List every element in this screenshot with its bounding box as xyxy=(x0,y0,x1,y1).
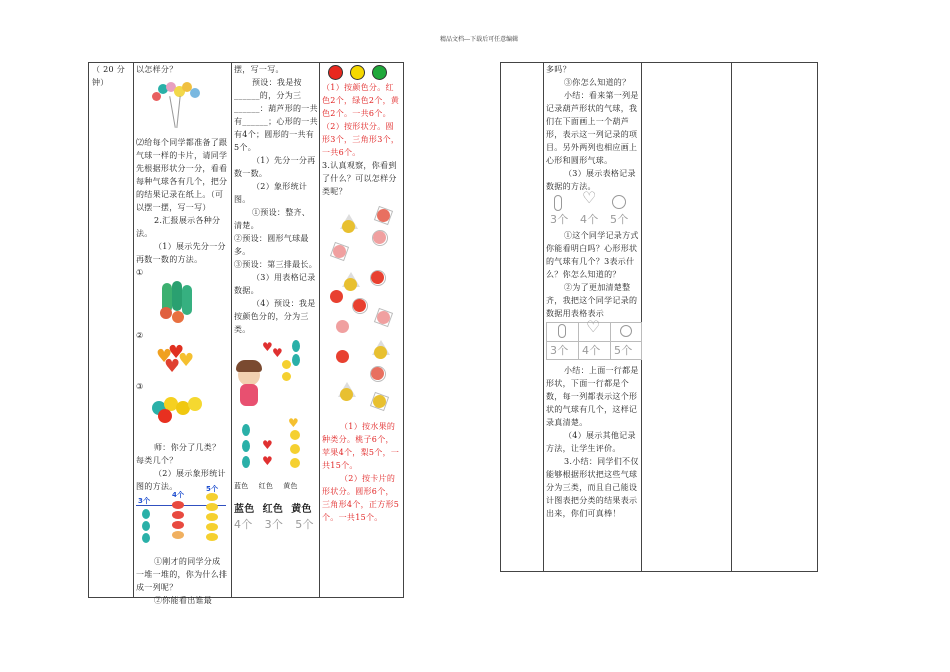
pictograph-image xyxy=(136,485,228,551)
right-teacher-column xyxy=(546,63,639,520)
hand-count-1: 4个 xyxy=(234,518,253,531)
student-text-6: ②预设：圆形气球最多。 xyxy=(234,234,309,256)
table-count-1: 3个 xyxy=(550,344,569,357)
sketch-table-image: ♡ 3个 4个 5个 xyxy=(546,322,639,362)
practice-answer-3: （1）按水果的种类分。桃子6个，苹果4个，梨5个，一共15个。 xyxy=(322,422,400,470)
traffic-circles-image xyxy=(322,65,402,79)
right-text-4: （3）展示表格记录数据的方法。 xyxy=(546,169,636,191)
student-text-4: （2）象形统计图。 xyxy=(234,182,308,204)
heart-balloons-image: ♥ ♥ ♥ ♥ xyxy=(156,342,195,377)
teacher-question: 师：你分了几类？每类几个？ xyxy=(136,443,221,465)
right-text-2: ③你怎么知道的？ xyxy=(564,78,631,87)
table-count-3: 5个 xyxy=(614,344,633,357)
student-text-5: ①预设：整齐、清楚。 xyxy=(234,208,311,230)
balloon-bunch-image xyxy=(136,78,228,134)
sketch-count-1: 3个 xyxy=(550,213,569,226)
student-text-1: 摆，写一写。 xyxy=(234,65,284,74)
practice-answer-2: （2）按形状分。圆形3个，三角形3个，一共6个。 xyxy=(322,122,400,157)
time-label: （ 20 分钟） xyxy=(92,65,126,87)
right-text-1: 多吗？ xyxy=(546,65,571,74)
color-label-red: 红色 xyxy=(258,482,274,490)
student-column xyxy=(234,63,318,531)
right-text-6: ②为了更加清楚整齐，我把这个同学记录的数据用表格表示 xyxy=(546,283,638,318)
practice-answer-4: （2）按卡片的形状分。圆形6个，三角形4个，正方形5个。一共15个。 xyxy=(322,474,400,522)
pictograph-label-3: 5个 xyxy=(206,485,219,493)
marker-2: ② xyxy=(136,331,144,340)
color-label-blue: 蓝色 xyxy=(234,482,249,490)
color-pictograph-image: ♥ ♥ ♥ xyxy=(234,414,318,478)
table-count-2: 4个 xyxy=(582,344,601,357)
gourd-balloons-image xyxy=(136,281,228,327)
practice-question: 3.认真观察，你看到了什么？可以怎样分类呢？ xyxy=(322,161,397,196)
question-text: 以怎样分？ xyxy=(136,65,178,74)
girl-and-balloons-image: ♥ ♥ xyxy=(234,338,318,412)
fruit-cards-image xyxy=(322,200,402,418)
right-lesson-table xyxy=(500,62,818,572)
sketch-count-3: 5个 xyxy=(610,213,629,226)
marker-1: ① xyxy=(136,268,144,277)
marker-3: ③ xyxy=(136,382,144,391)
right-text-7: 小结：上面一行都是形状，下面一行都是个数，每一列都表示这个形状的气球有几个，这样记录真清楚。 xyxy=(546,366,639,427)
page-header: 精品文档---下载后可任意编辑 xyxy=(440,36,519,43)
student-text-3: （1）先分一分再数一数。 xyxy=(234,156,316,178)
time-column xyxy=(92,63,132,89)
pictograph-label-1: 3个 xyxy=(138,497,151,505)
pictograph-label-2: 4个 xyxy=(172,491,185,499)
handwritten-colors xyxy=(234,503,318,516)
hand-color-yellow: 黄色 xyxy=(291,504,312,515)
round-balloons-image xyxy=(136,395,228,431)
teacher-column xyxy=(136,63,228,607)
hand-color-blue: 蓝色 xyxy=(234,504,255,515)
right-text-9: 3.小结：同学们不仅能够根据形状把这些气球分为三类，而且自己能设计图表把分类的结果表示出来，你们可真棒！ xyxy=(546,457,639,518)
color-label-yellow: 黄色 xyxy=(283,482,298,490)
method-1-text: （1）展示先分一分再数一数的方法。 xyxy=(136,242,226,264)
hand-color-red: 红色 xyxy=(262,504,284,515)
student-text-9: （4）预设：我是按颜色分的，分为三类。 xyxy=(234,299,316,334)
task-text: ⑵给每个同学都准备了跟气球一样的卡片，请同学先根据形状分一分，看看每种气球各有几个，把分的结果记录在纸上。（可以摆一摆，写一写） xyxy=(136,138,228,212)
question-1: ①刚才的同学分成一堆一堆的，你为什么排成一列呢？ xyxy=(136,557,228,592)
right-text-5: ①这个同学记录方式你能看明白吗？心形形状的气球有几个？3表示什么？你怎么知道的？ xyxy=(546,231,639,279)
sketch-shapes-image: ♡ 3个 4个 5个 xyxy=(550,188,629,226)
practice-column xyxy=(322,63,402,524)
right-text-3: 小结：看来第一列是记录葫芦形状的气球，我们在下面画上一个葫芦形，表示这一列记录的项目。另外两列也相应画上心形和圆形气球。 xyxy=(546,91,639,165)
left-lesson-table xyxy=(88,62,404,605)
student-text-7: ③预设：第三排最长。 xyxy=(234,260,317,269)
sketch-count-2: 4个 xyxy=(580,213,599,226)
student-text-2: 预设：我是按______的，分为三______：葫芦形的一共有______；心形的一共有4个；圆形的一共有5个。 xyxy=(234,78,318,152)
hand-count-2: 3个 xyxy=(264,518,284,531)
right-text-8: （4）展示其他记录方法，让学生评价。 xyxy=(546,431,636,453)
color-labels xyxy=(234,480,318,493)
question-2: ②你能看出谁最 xyxy=(154,596,213,605)
hand-count-3: 5个 xyxy=(295,518,314,531)
handwritten-counts xyxy=(234,518,318,531)
practice-answer-1: （1）按颜色分。红色2个，绿色2个，黄色2个。一共6个。 xyxy=(322,83,400,118)
method-2-text: （2）展示象形统计图的方法。 xyxy=(136,469,226,491)
report-title: 2.汇报展示各种分法。 xyxy=(136,216,221,238)
student-text-8: （3）用表格记录数据。 xyxy=(234,273,316,295)
